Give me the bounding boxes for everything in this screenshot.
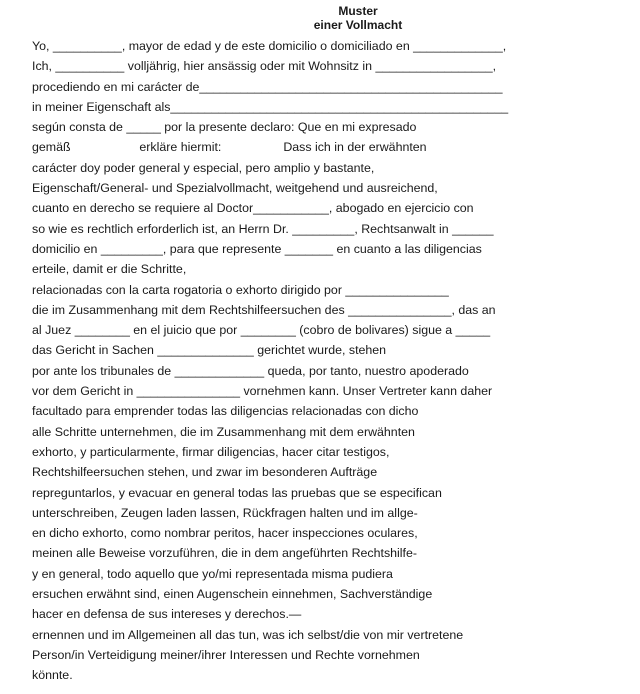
text-line: Yo, __________, mayor de edad y de este domicilio o domiciliado en _____________,: [32, 39, 507, 53]
text-line: das Gericht in Sachen ______________ gerichtet wurde, stehen: [32, 343, 387, 358]
text-line: carácter doy poder general y especial, pero amplio y bastante,: [32, 160, 375, 175]
text-line: al Juez ________ en el juicio que por ________ (cobro de bolivares) sigue a _____: [32, 323, 491, 338]
text-line: gemäß erkläre hiermit: Dass ich in der erwähnten: [32, 140, 427, 155]
text-line: domicilio en _________, para que represente _______ en cuanto a las diligencias: [32, 241, 482, 256]
text-line: cuanto en derecho se requiere al Doctor___________, abogado en ejercicio con: [32, 201, 474, 216]
text-line: ernennen und im Allgemeinen all das tun, was ich selbst/die von mir vertretene: [32, 627, 464, 642]
text-line: repreguntarlos, y evacuar en general todas las pruebas que se especifican: [32, 485, 442, 500]
text-line: so wie es rechtlich erforderlich ist, an Herrn Dr. _________, Rechtsanwalt in ______: [32, 221, 494, 236]
text-line: según consta de _____ por la presente declaro: Que en mi expresado: [32, 120, 417, 135]
text-line: erteile, damit er die Schritte,: [32, 262, 187, 277]
text-line: meinen alle Beweise vorzuführen, die in dem angeführten Rechtshilfe-: [32, 546, 418, 561]
text-line: procediendo en mi carácter de____________________________________________: [32, 79, 503, 94]
document-title: Muster: [338, 4, 378, 18]
text-line: vor dem Gericht in _______________ vornehmen kann. Unser Vertreter kann daher: [32, 384, 493, 399]
document-subtitle: einer Vollmacht: [313, 18, 403, 32]
text-line: en dicho exhorto, como nombrar peritos, hacer inspecciones oculares,: [32, 526, 418, 541]
text-line: Eigenschaft/General- und Spezialvollmacht, weitgehend und ausreichend,: [32, 181, 438, 196]
text-line: relacionadas con la carta rogatoria o exhorto dirigido por _______________: [32, 282, 449, 297]
text-line: ersuchen erwähnt sind, einen Augenschein einnehmen, Sachverständige: [32, 587, 433, 602]
text-line: unterschreiben, Zeugen laden lassen, Rückfragen halten und im allge-: [32, 505, 418, 520]
text-line: por ante los tribunales de _____________ queda, por tanto, nuestro apoderado: [32, 363, 469, 378]
text-line: y en general, todo aquello que yo/mi representada misma pudiera: [32, 566, 393, 581]
text-line: die im Zusammenhang mit dem Rechtshilfeersuchen des _______________, das an: [32, 302, 496, 317]
text-line: Person/in Verteidigung meiner/ihrer Interessen und Rechte vornehmen: [32, 647, 420, 662]
text-line: in meiner Eigenschaft als_________________________________________________: [32, 99, 509, 114]
text-line: Ich, __________ volljährig, hier ansässig oder mit Wohnsitz in _________________,: [32, 59, 497, 74]
text-line: Rechtshilfeersuchen stehen, und zwar im besonderen Aufträge: [32, 465, 378, 480]
document-body: [0, 36, 640, 686]
text-line: facultado para emprender todas las diligencias relacionadas con dicho: [32, 404, 419, 419]
text-line: könnte.: [32, 668, 73, 683]
text-line: exhorto, y particularmente, firmar diligencias, hacer citar testigos,: [32, 444, 390, 459]
text-line: hacer en defensa de sus intereses y derechos.—: [32, 607, 302, 622]
text-line: alle Schritte unternehmen, die im Zusammenhang mit dem erwähnten: [32, 424, 415, 439]
